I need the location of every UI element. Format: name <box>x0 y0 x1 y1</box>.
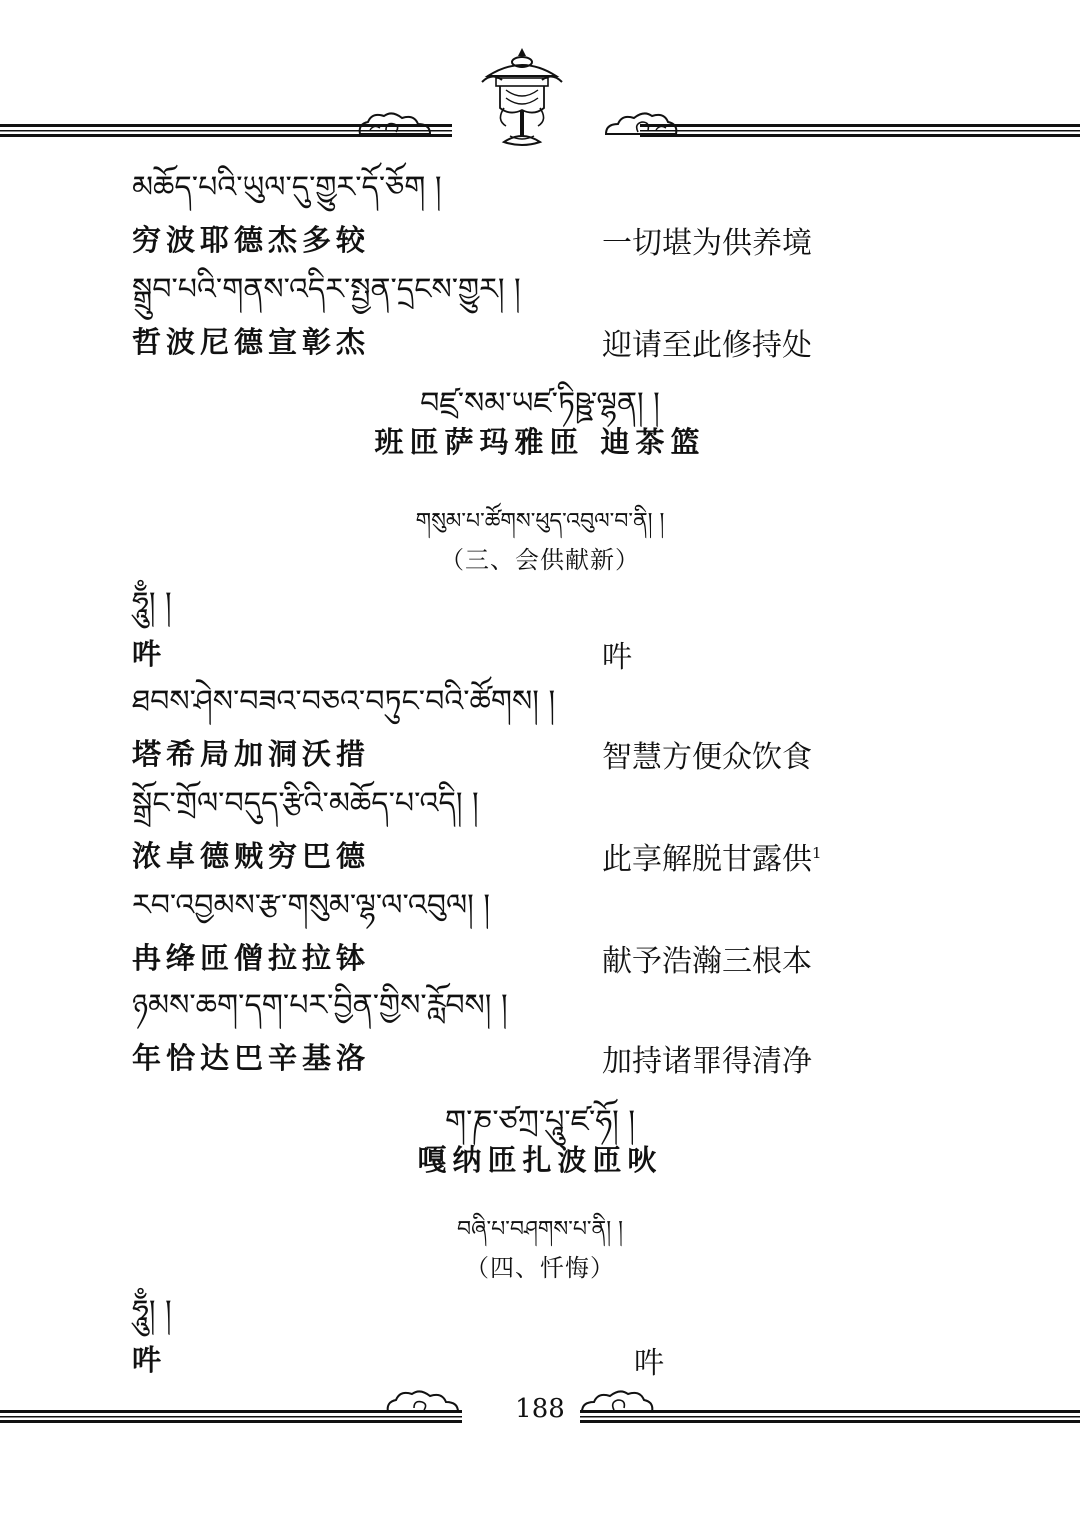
page-number: 188 <box>515 1394 565 1424</box>
tibetan-verse-line: ཐབས་ཤེས་བཟའ་བཅའ་བཏུང་བའི་ཚོགས། ། <box>132 684 556 719</box>
mantra-tibetan: ག་ཎ་ཙཀྲ་པཱུ་ཛ་ཧོ། ། <box>444 1104 636 1139</box>
transliteration-line: 年恰达巴辛基洛 <box>132 1041 371 1075</box>
chinese-translation-line: 献予浩瀚三根本 <box>602 944 812 979</box>
hum-syllable-tibetan: ཧཱུྃ། ། <box>132 586 172 621</box>
chinese-translation-line: 迎请至此修持处 <box>602 328 812 363</box>
mantra-transliteration: 班匝萨玛雅匝 迪茶篮 <box>374 425 706 459</box>
tibetan-verse-line: མཆོད་པའི་ཡུལ་དུ་གྱུར་དོ་ཅོག ། <box>132 170 442 205</box>
mantra-transliteration: 嘎纳匝扎波匝吙 <box>417 1143 663 1177</box>
chinese-translation-line: 加持诸罪得清净 <box>602 1044 812 1079</box>
hum-syllable-tibetan: ཧཱུྃ། ། <box>132 1294 172 1329</box>
transliteration-line: 穷波耶德杰多较 <box>132 223 371 257</box>
tibetan-verse-line: ཉམས་ཆག་དག་པར་བྱིན་གྱིས་རློབས། ། <box>132 988 508 1023</box>
tibetan-verse-line: རབ་འབྱམས་རྩ་གསུམ་ལྷ་ལ་འབུལ། ། <box>132 888 491 923</box>
section-heading-chinese: （三、会供献新） <box>440 546 640 574</box>
hum-transliteration: 吽 <box>132 1343 167 1377</box>
chinese-translation-line: 智慧方便众饮食 <box>602 740 812 775</box>
mantra-tibetan: བཛྲ་སམ་ཡཛ་ཏིཥྛ་ལྷན། ། <box>420 386 660 421</box>
transliteration-line: 浓卓德贼穷巴德 <box>132 839 371 873</box>
hum-chinese: 吽 <box>602 640 632 675</box>
section-heading-tibetan: བཞི་པ་བཤགས་པ་ནི། ། <box>457 1217 623 1242</box>
cloud-ornament-icon <box>356 110 434 140</box>
section-heading-tibetan: གསུམ་པ་ཚོགས་ཕུད་འབུལ་བ་ནི། ། <box>415 509 665 534</box>
transliteration-line: 哲波尼德宣彰杰 <box>132 325 371 359</box>
cloud-ornament-icon <box>602 110 680 140</box>
tibetan-verse-line: སྒྲོང་གྲོལ་བདུད་རྩིའི་མཆོད་པ་འདི། ། <box>132 786 479 821</box>
section-heading-chinese: （四、忏悔） <box>465 1254 615 1282</box>
parasol-emblem-icon <box>474 46 570 152</box>
hum-transliteration: 吽 <box>132 637 167 671</box>
chinese-translation-line <box>602 834 822 878</box>
transliteration-line: 塔希局加洞沃措 <box>132 737 371 771</box>
transliteration-line: 冉绛匝僧拉拉钵 <box>132 941 371 975</box>
hum-chinese: 吽 <box>634 1346 664 1381</box>
footnote-marker: 1 <box>812 844 822 862</box>
chinese-translation-text: 此享解脱甘露供 <box>602 842 812 877</box>
tibetan-verse-line: སྒྲུབ་པའི་གནས་འདིར་སྤྱན་དྲངས་གྱུར། ། <box>132 272 521 307</box>
chinese-translation-line: 一切堪为供养境 <box>602 226 812 261</box>
